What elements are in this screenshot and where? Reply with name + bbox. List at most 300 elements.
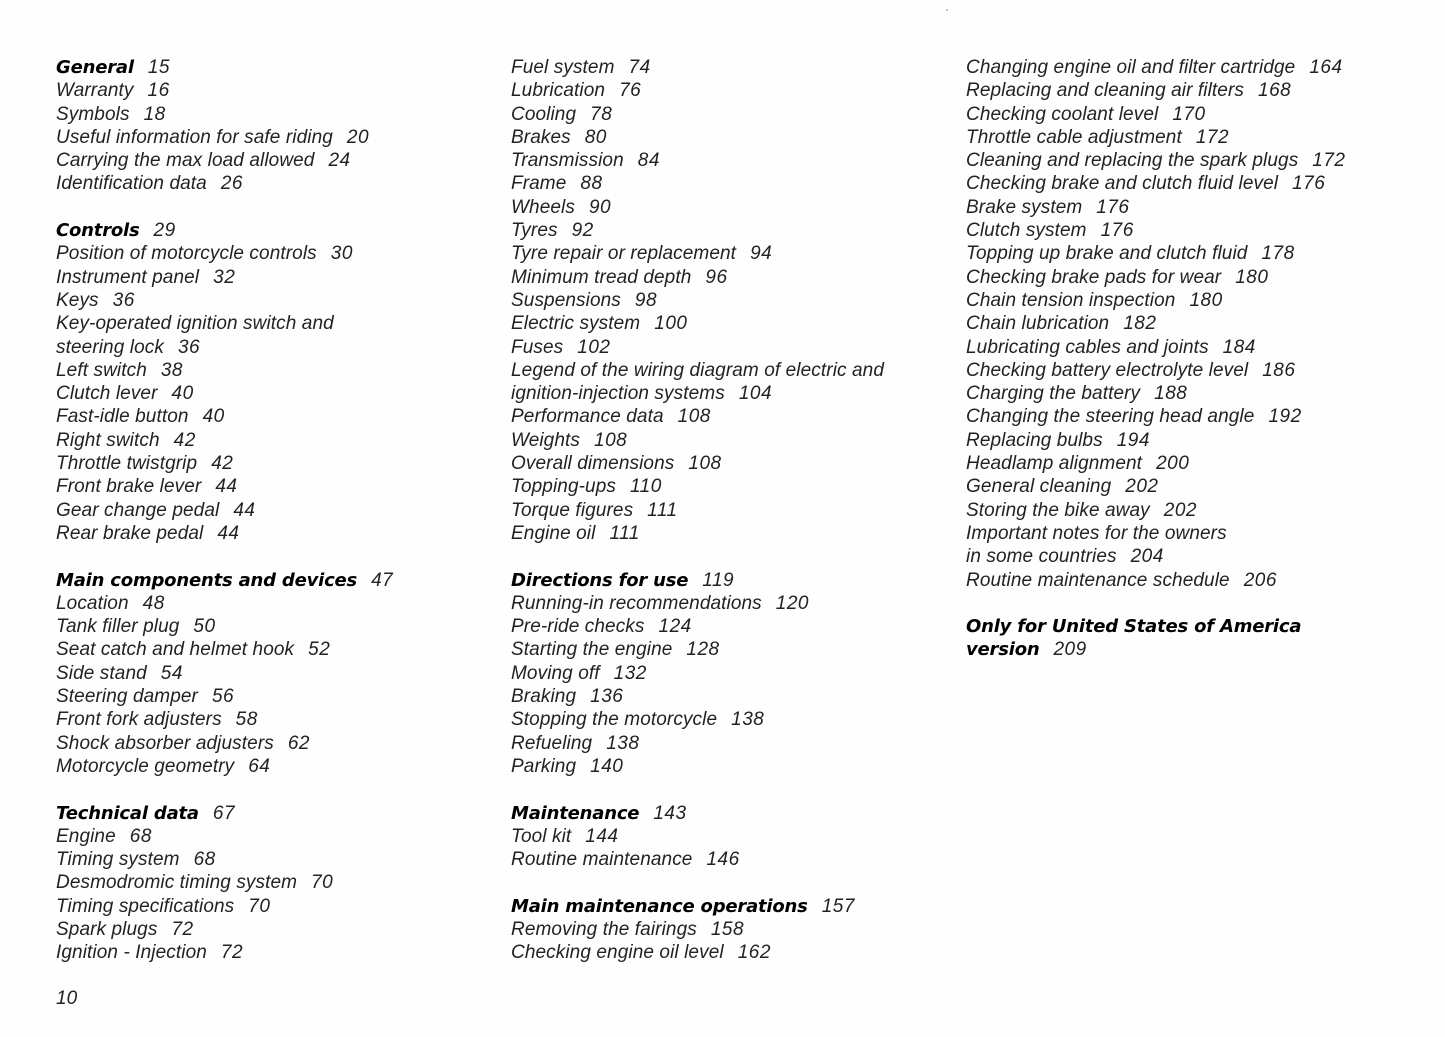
toc-entry[interactable] <box>511 592 951 615</box>
toc-section-heading[interactable] <box>56 56 486 79</box>
toc-entry-page: 170 <box>1172 103 1206 125</box>
toc-entry-page: 80 <box>584 126 607 148</box>
toc-entry-page: 192 <box>1268 406 1302 428</box>
toc-entry-title: Clutch system <box>966 220 1087 242</box>
toc-entry-title: Changing the steering head angle <box>966 406 1255 428</box>
toc-entry[interactable] <box>966 219 1436 242</box>
toc-entry[interactable] <box>511 755 951 778</box>
toc-entry[interactable] <box>966 359 1436 382</box>
toc-entry-page: 44 <box>215 476 238 498</box>
toc-entry-title: Legend of the wiring diagram of electric and <box>511 359 885 381</box>
toc-entry-page: 70 <box>311 872 334 894</box>
toc-heading-title: Controls <box>56 220 140 242</box>
toc-entry[interactable] <box>966 56 1436 79</box>
toc-entry-title: Tyres <box>511 220 558 242</box>
toc-entry-page: 184 <box>1222 336 1256 358</box>
toc-entry[interactable] <box>56 918 486 941</box>
toc-entry[interactable] <box>511 475 951 498</box>
toc-entry-page: 98 <box>634 289 658 311</box>
toc-entry[interactable] <box>511 662 951 685</box>
toc-entry-title: Pre-ride checks <box>511 616 645 638</box>
toc-entry[interactable] <box>56 149 486 172</box>
toc-entry[interactable] <box>56 662 486 685</box>
toc-entry-title: Timing specifications <box>56 895 235 917</box>
toc-section <box>966 56 1436 592</box>
toc-entry-page: 172 <box>1312 150 1346 172</box>
toc-entry-page: 108 <box>688 453 722 475</box>
toc-entry-page: 92 <box>571 220 594 242</box>
toc-entry[interactable] <box>511 289 951 312</box>
toc-entry-title: Shock absorber adjusters <box>56 732 274 754</box>
toc-entry-page: 104 <box>738 383 773 405</box>
toc-entry[interactable] <box>511 708 951 731</box>
toc-entry-page: 176 <box>1100 220 1134 242</box>
toc-entry-title: Frame <box>511 173 567 195</box>
toc-entry-page: 44 <box>233 499 256 521</box>
toc-entry-title: Transmission <box>511 150 624 172</box>
toc-entry-page: 40 <box>202 406 225 428</box>
toc-entry-title: Chain lubrication <box>966 313 1110 335</box>
toc-entry-page: 144 <box>585 825 619 847</box>
toc-entry-title: Starting the engine <box>511 639 673 661</box>
toc-entry[interactable] <box>511 359 951 382</box>
toc-entry[interactable] <box>56 79 486 102</box>
toc-entry[interactable] <box>511 685 951 708</box>
toc-entry-page: 68 <box>193 849 216 871</box>
toc-section-heading[interactable] <box>511 895 951 918</box>
toc-entry-title: Gear change pedal <box>56 499 220 521</box>
toc-heading-title: General <box>56 57 134 78</box>
toc-entry[interactable] <box>56 359 486 382</box>
toc-entry[interactable] <box>56 755 486 778</box>
toc-entry-page: 176 <box>1292 173 1326 195</box>
toc-entry-page: 26 <box>220 173 243 195</box>
toc-entry-page: 176 <box>1096 196 1130 218</box>
toc-entry-page: 56 <box>211 686 235 708</box>
toc-entry[interactable] <box>56 732 486 755</box>
toc-entry-page: 186 <box>1262 359 1296 381</box>
toc-entry[interactable] <box>511 918 951 941</box>
toc-section <box>56 569 486 779</box>
toc-entry[interactable] <box>966 382 1436 405</box>
toc-entry[interactable] <box>56 382 486 405</box>
toc-entry-page: 74 <box>628 57 651 78</box>
toc-entry-page: 202 <box>1125 476 1159 498</box>
toc-entry[interactable] <box>966 172 1436 195</box>
toc-entry[interactable] <box>966 452 1436 475</box>
toc-entry-page: 168 <box>1258 80 1292 102</box>
toc-entry-page: 178 <box>1261 243 1295 265</box>
toc-entry-page: 180 <box>1189 289 1223 311</box>
toc-heading-page: 119 <box>702 569 735 591</box>
toc-entry[interactable] <box>511 56 951 79</box>
toc-section-heading[interactable] <box>56 569 486 592</box>
toc-entry-title: Moving off <box>511 662 600 684</box>
toc-entry-title: Checking battery electrolyte level <box>966 359 1249 381</box>
toc-section-heading[interactable] <box>966 615 1436 638</box>
toc-entry-title: ignition-injection systems <box>511 383 725 405</box>
toc-entry-page: 164 <box>1309 57 1343 78</box>
toc-entry[interactable] <box>56 312 486 335</box>
toc-entry-title: Steering damper <box>56 686 198 708</box>
toc-entry[interactable] <box>56 452 486 475</box>
toc-entry-title: Tank filler plug <box>56 616 180 638</box>
toc-entry-page: 200 <box>1156 453 1190 475</box>
toc-entry-title: Brake system <box>966 196 1083 218</box>
toc-entry[interactable] <box>966 126 1436 149</box>
toc-entry-title: Carrying the max load allowed <box>56 150 315 172</box>
toc-entry-title: Topping-ups <box>511 476 616 498</box>
toc-entry-title: in some countries <box>966 546 1117 568</box>
toc-entry[interactable] <box>56 895 486 918</box>
toc-entry-page: 146 <box>706 849 740 871</box>
toc-heading-page: 15 <box>147 57 170 78</box>
toc-entry[interactable] <box>511 219 951 242</box>
toc-entry-page: 124 <box>658 616 692 638</box>
toc-entry[interactable] <box>511 638 951 661</box>
toc-entry-page: 209 <box>1053 639 1087 661</box>
toc-entry-title: Throttle twistgrip <box>56 453 198 475</box>
toc-entry-page: 68 <box>129 825 152 847</box>
toc-entry[interactable] <box>511 312 951 335</box>
toc-entry-page: 52 <box>308 639 331 661</box>
toc-entry-page: 38 <box>160 359 183 381</box>
toc-entry-title: Chain tension inspection <box>966 289 1176 311</box>
toc-entry-page: 128 <box>686 639 720 661</box>
toc-entry[interactable] <box>56 708 486 731</box>
toc-entry-title: Seat catch and helmet hook <box>56 639 295 661</box>
toc-entry[interactable] <box>966 475 1436 498</box>
toc-entry-page: 108 <box>594 429 628 451</box>
toc-entry-page: 44 <box>217 522 240 544</box>
toc-entry-page: 50 <box>193 616 216 638</box>
toc-entry-title: version <box>966 639 1040 661</box>
toc-entry[interactable] <box>56 266 486 289</box>
toc-entry[interactable] <box>966 196 1436 219</box>
toc-entry-page: 110 <box>629 476 662 498</box>
toc-entry-title: Fuses <box>511 336 564 358</box>
toc-entry[interactable] <box>511 522 951 545</box>
toc-entry-page: 188 <box>1154 383 1188 405</box>
toc-entry[interactable] <box>511 149 951 172</box>
toc-entry-title: Key-operated ignition switch and <box>56 313 334 335</box>
toc-entry[interactable] <box>966 149 1436 172</box>
toc-entry[interactable] <box>966 429 1436 452</box>
toc-entry-page: 20 <box>346 126 370 148</box>
toc-entry-title: Charging the battery <box>966 383 1141 405</box>
toc-heading-page: 143 <box>653 802 687 824</box>
toc-entry-title: Brakes <box>511 126 571 148</box>
toc-entry[interactable] <box>966 312 1436 335</box>
toc-entry-title: Suspensions <box>511 289 621 311</box>
toc-entry[interactable] <box>56 126 486 149</box>
toc-entry-page: 194 <box>1116 429 1150 451</box>
toc-entry-title: Weights <box>511 429 580 451</box>
toc-entry-page: 76 <box>619 80 642 102</box>
toc-entry-page: 182 <box>1123 313 1157 335</box>
toc-entry[interactable] <box>56 615 486 638</box>
toc-entry-page: 96 <box>705 266 728 288</box>
toc-column-2 <box>511 56 951 988</box>
toc-entry-title: Wheels <box>511 196 575 218</box>
toc-entry-title: Changing engine oil and filter cartridge <box>966 57 1296 78</box>
toc-entry[interactable] <box>56 848 486 871</box>
toc-entry[interactable] <box>966 522 1436 545</box>
toc-entry-page: 36 <box>177 336 201 358</box>
toc-entry-title: Replacing and cleaning air filters <box>966 80 1244 102</box>
toc-entry-page: 78 <box>590 103 613 125</box>
toc-entry-page: 16 <box>147 80 170 102</box>
toc-entry[interactable] <box>511 79 951 102</box>
toc-entry-title: Side stand <box>56 662 147 684</box>
toc-entry[interactable] <box>56 941 486 964</box>
toc-entry[interactable] <box>511 825 951 848</box>
toc-entry-title: Topping up brake and clutch fluid <box>966 243 1248 265</box>
toc-entry[interactable] <box>966 405 1436 428</box>
toc-entry[interactable] <box>56 289 486 312</box>
toc-entry-title: Running-in recommendations <box>511 592 762 614</box>
toc-entry-title: Torque figures <box>511 499 634 521</box>
toc-entry[interactable] <box>511 103 951 126</box>
toc-entry-title: Timing system <box>56 849 180 871</box>
toc-entry-title: Storing the bike away <box>966 499 1150 521</box>
toc-entry-page: 140 <box>590 755 624 777</box>
toc-section <box>56 802 486 965</box>
toc-entry[interactable] <box>966 289 1436 312</box>
toc-entry[interactable] <box>56 475 486 498</box>
toc-entry-title: Important notes for the owners <box>966 522 1227 544</box>
toc-entry[interactable] <box>511 242 951 265</box>
toc-entry-page: 42 <box>211 453 234 475</box>
toc-column-3 <box>966 56 1436 685</box>
toc-section <box>56 219 486 545</box>
toc-entry-title: Routine maintenance <box>511 849 693 871</box>
toc-entry[interactable] <box>56 871 486 894</box>
toc-section <box>511 802 951 872</box>
toc-entry[interactable] <box>56 103 486 126</box>
toc-entry[interactable] <box>966 79 1436 102</box>
toc-entry-title: Headlamp alignment <box>966 453 1143 475</box>
toc-entry-title: Cleaning and replacing the spark plugs <box>966 150 1299 172</box>
toc-heading-page: 67 <box>212 802 236 824</box>
toc-entry-title: Overall dimensions <box>511 453 675 475</box>
toc-entry-page: 180 <box>1235 266 1269 288</box>
toc-entry-page: 111 <box>647 499 678 521</box>
toc-entry-page: 162 <box>737 942 771 964</box>
toc-entry-title: Checking engine oil level <box>511 942 724 964</box>
toc-entry-page: 40 <box>171 383 194 405</box>
toc-entry[interactable] <box>511 382 951 405</box>
toc-entry[interactable] <box>56 522 486 545</box>
toc-entry-title: steering lock <box>56 336 164 358</box>
toc-entry-page: 158 <box>710 918 745 940</box>
toc-entry[interactable] <box>511 848 951 871</box>
toc-entry-title: Removing the fairings <box>511 918 697 940</box>
toc-entry-page: 108 <box>677 406 711 428</box>
toc-entry-title: Clutch lever <box>56 383 158 405</box>
toc-entry[interactable] <box>56 336 486 359</box>
page-number: 10 <box>56 988 78 1009</box>
toc-entry-title: Instrument panel <box>56 266 200 288</box>
toc-entry[interactable] <box>511 405 951 428</box>
toc-section <box>966 615 1436 662</box>
toc-entry-page: 138 <box>731 709 765 731</box>
toc-entry[interactable] <box>511 126 951 149</box>
toc-entry-page: 62 <box>287 732 310 754</box>
toc-entry[interactable] <box>511 266 951 289</box>
toc-entry-page: 32 <box>213 266 236 288</box>
toc-section <box>511 895 951 965</box>
toc-heading-title: Only for United States of America <box>966 616 1302 638</box>
toc-entry-title: Right switch <box>56 429 160 451</box>
toc-entry-title: Checking brake pads for wear <box>966 266 1222 288</box>
toc-entry-page: 138 <box>606 732 640 754</box>
toc-entry-title: General cleaning <box>966 476 1112 498</box>
toc-entry-title: Front fork adjusters <box>56 709 222 731</box>
toc-entry[interactable] <box>966 638 1436 661</box>
toc-entry-title: Position of motorcycle controls <box>56 243 317 265</box>
toc-entry[interactable] <box>56 638 486 661</box>
toc-entry-page: 111 <box>609 522 640 544</box>
toc-entry-page: 100 <box>654 313 688 335</box>
toc-section-heading[interactable] <box>56 219 486 242</box>
toc-entry-title: Lubricating cables and joints <box>966 336 1209 358</box>
toc-entry[interactable] <box>966 242 1436 265</box>
toc-entry-title: Performance data <box>511 406 664 428</box>
toc-entry-title: Parking <box>511 755 577 777</box>
toc-entry-title: Keys <box>56 289 99 311</box>
toc-section-heading[interactable] <box>56 802 486 825</box>
toc-entry[interactable] <box>966 266 1436 289</box>
toc-entry-page: 54 <box>160 662 183 684</box>
toc-entry[interactable] <box>511 172 951 195</box>
toc-entry[interactable] <box>511 429 951 452</box>
toc-entry-page: 36 <box>112 289 135 311</box>
toc-entry-page: 48 <box>142 592 165 614</box>
toc-entry[interactable] <box>56 592 486 615</box>
toc-entry[interactable] <box>56 242 486 265</box>
toc-entry[interactable] <box>511 732 951 755</box>
toc-heading-title: Main components and devices <box>56 569 358 591</box>
toc-entry-page: 64 <box>248 755 271 777</box>
toc-entry-page: 70 <box>248 895 271 917</box>
toc-entry-title: Desmodromic timing system <box>56 872 298 894</box>
toc-entry[interactable] <box>56 405 486 428</box>
toc-entry-title: Replacing bulbs <box>966 429 1103 451</box>
toc-entry[interactable] <box>511 499 951 522</box>
toc-entry-title: Electric system <box>511 313 641 335</box>
toc-entry-page: 204 <box>1130 546 1164 568</box>
toc-entry-title: Braking <box>511 686 577 708</box>
toc-entry-title: Minimum tread depth <box>511 266 692 288</box>
toc-column-1 <box>56 56 486 988</box>
toc-entry-page: 94 <box>750 243 773 265</box>
toc-entry-page: 84 <box>637 150 660 172</box>
toc-entry-title: Lubrication <box>511 80 606 102</box>
scan-speck <box>946 9 948 11</box>
toc-entry[interactable] <box>511 336 951 359</box>
toc-entry-title: Location <box>56 592 129 614</box>
toc-entry-title: Rear brake pedal <box>56 522 204 544</box>
toc-entry-page: 132 <box>613 662 647 684</box>
toc-entry[interactable] <box>56 172 486 195</box>
toc-entry-page: 102 <box>577 336 611 358</box>
toc-entry-title: Motorcycle geometry <box>56 755 235 777</box>
toc-entry-page: 202 <box>1163 499 1197 521</box>
toc-section-heading[interactable] <box>511 569 951 592</box>
toc-section <box>56 56 486 196</box>
toc-entry-title: Routine maintenance schedule <box>966 569 1230 591</box>
toc-entry-title: Ignition - Injection <box>56 942 207 964</box>
toc-entry[interactable] <box>511 452 951 475</box>
toc-section <box>511 56 951 545</box>
toc-heading-page: 157 <box>821 895 855 917</box>
toc-entry-title: Engine oil <box>511 522 596 544</box>
toc-entry-title: Throttle cable adjustment <box>966 126 1182 148</box>
toc-entry[interactable] <box>966 336 1436 359</box>
toc-entry-page: 88 <box>580 173 603 195</box>
toc-entry-title: Tool kit <box>511 825 572 847</box>
toc-entry-title: Engine <box>56 825 116 847</box>
toc-entry-title: Refueling <box>511 732 593 754</box>
toc-entry[interactable] <box>56 685 486 708</box>
toc-entry-page: 42 <box>173 429 196 451</box>
toc-heading-title: Maintenance <box>511 802 640 824</box>
toc-entry-page: 72 <box>220 942 244 964</box>
toc-entry[interactable] <box>966 545 1436 568</box>
toc-heading-page: 47 <box>371 569 394 591</box>
toc-entry-page: 172 <box>1195 126 1230 148</box>
toc-entry-title: Checking coolant level <box>966 103 1159 125</box>
toc-entry-title: Checking brake and clutch fluid level <box>966 173 1279 195</box>
toc-entry-title: Left switch <box>56 359 147 381</box>
toc-entry[interactable] <box>966 569 1436 592</box>
toc-entry-title: Symbols <box>56 103 130 125</box>
toc-entry-page: 136 <box>590 686 624 708</box>
toc-entry-page: 30 <box>330 243 353 265</box>
toc-entry[interactable] <box>56 499 486 522</box>
toc-entry-title: Identification data <box>56 173 207 195</box>
toc-heading-title: Main maintenance operations <box>511 895 808 917</box>
toc-entry-page: 120 <box>775 592 809 614</box>
toc-entry-title: Warranty <box>56 80 134 102</box>
toc-entry-title: Cooling <box>511 103 577 125</box>
toc-entry-page: 18 <box>143 103 166 125</box>
toc-entry-page: 72 <box>171 918 194 940</box>
toc-entry[interactable] <box>56 825 486 848</box>
toc-entry[interactable] <box>511 941 951 964</box>
toc-entry-title: Spark plugs <box>56 918 158 940</box>
toc-entry[interactable] <box>511 196 951 219</box>
toc-entry[interactable] <box>966 103 1436 126</box>
toc-entry-title: Tyre repair or replacement <box>511 243 737 265</box>
toc-entry-title: Fast-idle button <box>56 406 189 428</box>
toc-entry[interactable] <box>966 499 1436 522</box>
toc-entry-page: 90 <box>588 196 612 218</box>
toc-section-heading[interactable] <box>511 802 951 825</box>
toc-entry-title: Useful information for safe riding <box>56 126 333 148</box>
toc-entry[interactable] <box>511 615 951 638</box>
toc-entry-title: Stopping the motorcycle <box>511 709 718 731</box>
toc-entry[interactable] <box>56 429 486 452</box>
toc-entry-page: 58 <box>235 709 258 731</box>
toc-entry-title: Fuel system <box>511 57 615 78</box>
toc-heading-title: Technical data <box>56 802 199 824</box>
toc-section <box>511 569 951 779</box>
toc-entry-title: Front brake lever <box>56 476 202 498</box>
toc-entry-page: 24 <box>328 150 351 172</box>
toc-heading-page: 29 <box>153 220 176 242</box>
